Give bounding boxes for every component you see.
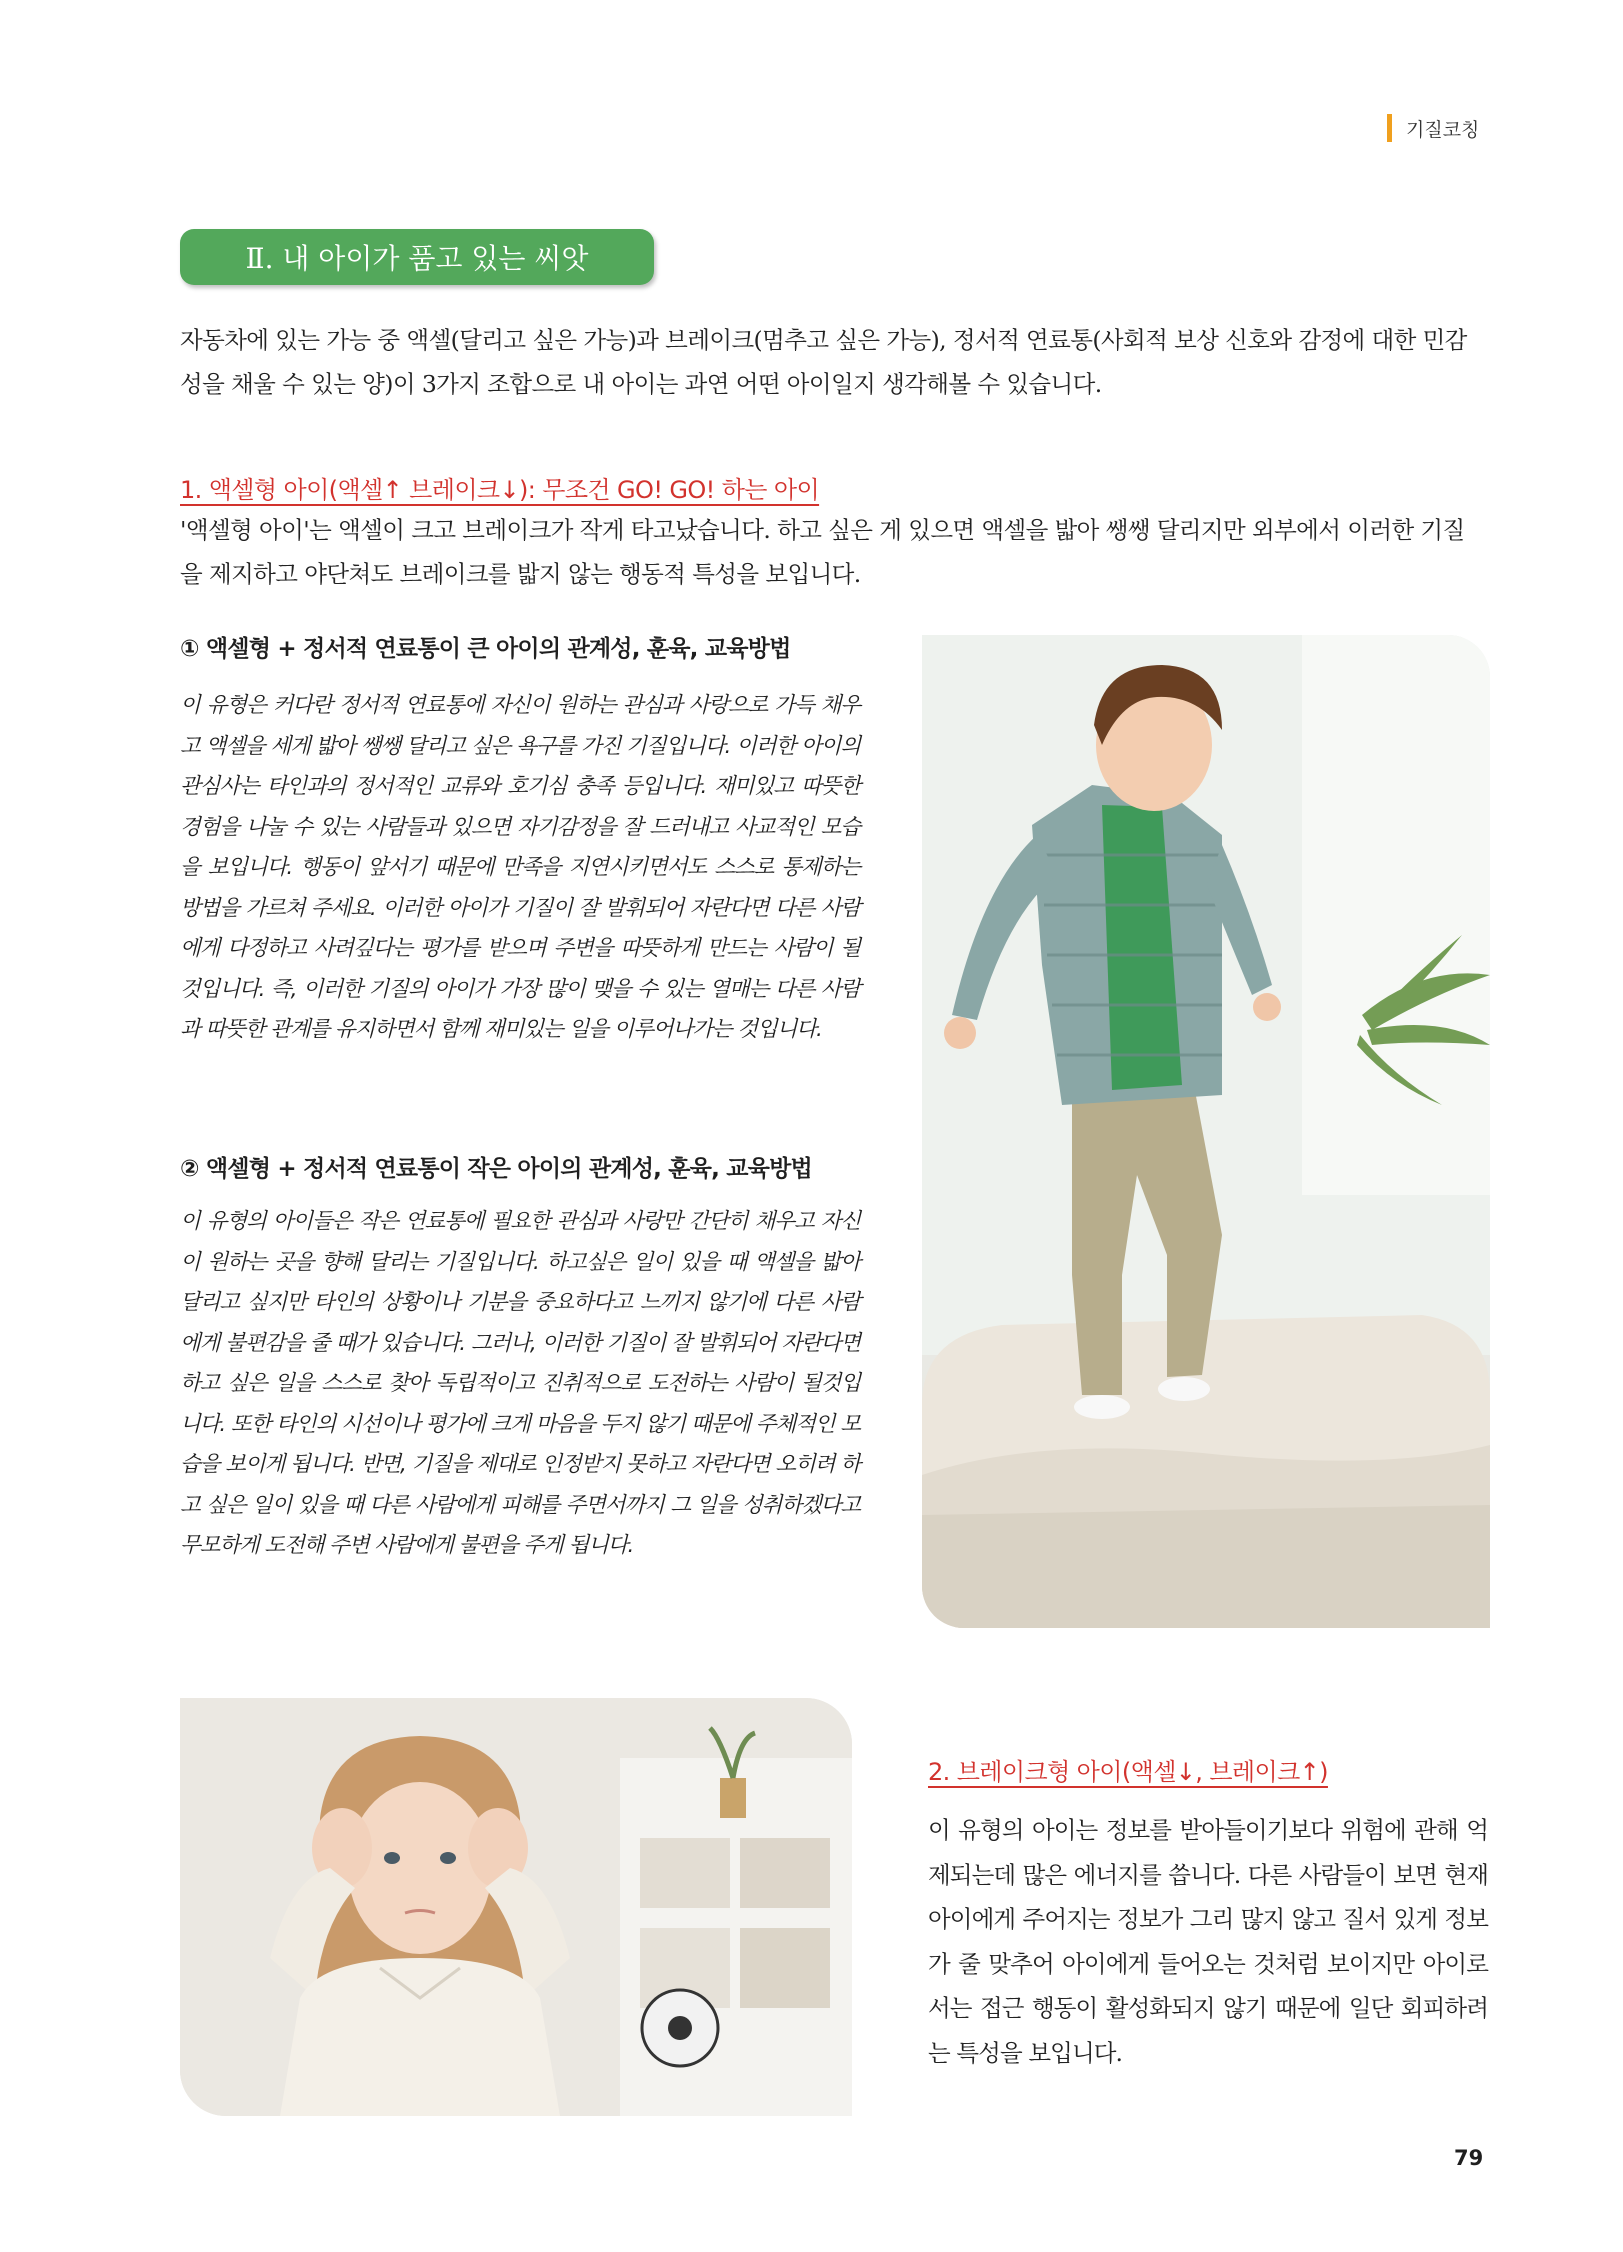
jumping-boy-photo <box>922 635 1490 1628</box>
running-header <box>1387 113 1479 143</box>
jumping-boy-illustration <box>922 635 1490 1628</box>
type1-heading: 1. 액셀형 아이(액셀↑ 브레이크↓): 무조건 GO! GO! 하는 아이 <box>180 476 820 504</box>
intro-paragraph: 자동차에 있는 가능 중 액셀(달리고 싶은 가능)과 브레이크(멈추고 싶은 가능), 정서적 연료통(사회적 보상 신호와 감정에 대한 민감성을 채울 수 있는 양)이 3가지 조합으로 내 아이는 과연 어떤 아이일지 생각해볼 수 있습니다. <box>180 326 1467 398</box>
section-title: Ⅱ. 내 아이가 품고 있는 씨앗 <box>245 242 589 275</box>
type2-heading: 2. 브레이크형 아이(액셀↓, 브레이크↑) <box>928 1758 1328 1786</box>
type1-sub2-body: 이 유형의 아이들은 작은 연료통에 필요한 관심과 사랑만 간단히 채우고 자신이 원하는 곳을 향해 달리는 기질입니다. 하고싶은 일이 있을 때 액셀을 밟아 달리고 싶지만 타인의 상황이나 기분을 중요하다고 느끼지 않기에 다른 사람에게 불편감을 줄 때가 있습니다. 그러나, 이러한 기질이 잘 발휘되어 자란다면 하고 싶은 일을 스스로 찾아 독립적이고 진취적으로 도전하는 사람이 될것입니다. 또한 타인의 시선이나 평가에 크게 마음을 두지 않기 때문에 주체적인 모습을 보이게 됩니다. 반면, 기질을 제대로 인정받지 못하고 자란다면 오히려 하고 싶은 일이 있을 때 다른 사람에게 피해를 주면서까지 그 일을 성취하겠다고 무모하게 도전해 주변 사람에게 불편을 주게 됩니다. <box>180 1209 860 1558</box>
page-number: 79 <box>1454 2146 1484 2170</box>
type1-sub1-body: 이 유형은 커다란 정서적 연료통에 자신이 원하는 관심과 사랑으로 가득 채우고 액셀을 세게 밟아 쌩쌩 달리고 싶은 욕구를 가진 기질입니다. 이러한 아이의 관심사는 타인과의 정서적인 교류와 호기심 충족 등입니다. 재미있고 따뜻한 경험을 나눌 수 있는 사람들과 있으면 자기감정을 잘 드러내고 사교적인 모습을 보입니다. 행동이 앞서기 때문에 만족을 지연시키면서도 스스로 통제하는 방법을 가르쳐 주세요. 이러한 아이가 기질이 잘 발휘되어 자란다면 다른 사람에게 다정하고 사려깊다는 평가를 받으며 주변을 따뜻하게 만드는 사람이 될것입니다. 즉, 이러한 기질의 아이가 가장 많이 맺을 수 있는 열매는 다른 사람과 따뜻한 관계를 유지하면서 함께 재미있는 일을 이루어나가는 것입니다. <box>180 693 860 1042</box>
girl-covering-ears-photo <box>180 1698 852 2116</box>
type2-description: 이 유형의 아이는 정보를 받아들이기보다 위험에 관해 억제되는데 많은 에너지를 씁니다. 다른 사람들이 보면 현재 아이에게 주어지는 정보가 그리 많지 않고 질서 있게 정보가 줄 맞추어 아이에게 들어오는 것처럼 보이지만 아이로서는 접근 행동이 활성화되지 않기 때문에 일단 회피하려는 특성을 보입니다. <box>928 1816 1488 2067</box>
type1-sub1-heading: ① 액셀형 + 정서적 연료통이 큰 아이의 관계성, 훈육, 교육방법 <box>180 636 791 662</box>
header-tag-text: 기질코칭 <box>1406 118 1480 141</box>
girl-illustration <box>180 1698 852 2116</box>
type1-description: '액셀형 아이'는 액셀이 크고 브레이크가 작게 타고났습니다. 하고 싶은 게 있으면 액셀을 밟아 쌩쌩 달리지만 외부에서 이러한 기질을 제지하고 야단쳐도 브레이크를 밟지 않는 행동적 특성을 보입니다. <box>180 516 1465 588</box>
header-accent-bar <box>1387 114 1392 142</box>
type1-sub2-heading: ② 액셀형 + 정서적 연료통이 작은 아이의 관계성, 훈육, 교육방법 <box>180 1156 812 1182</box>
section-title-badge <box>180 229 654 285</box>
